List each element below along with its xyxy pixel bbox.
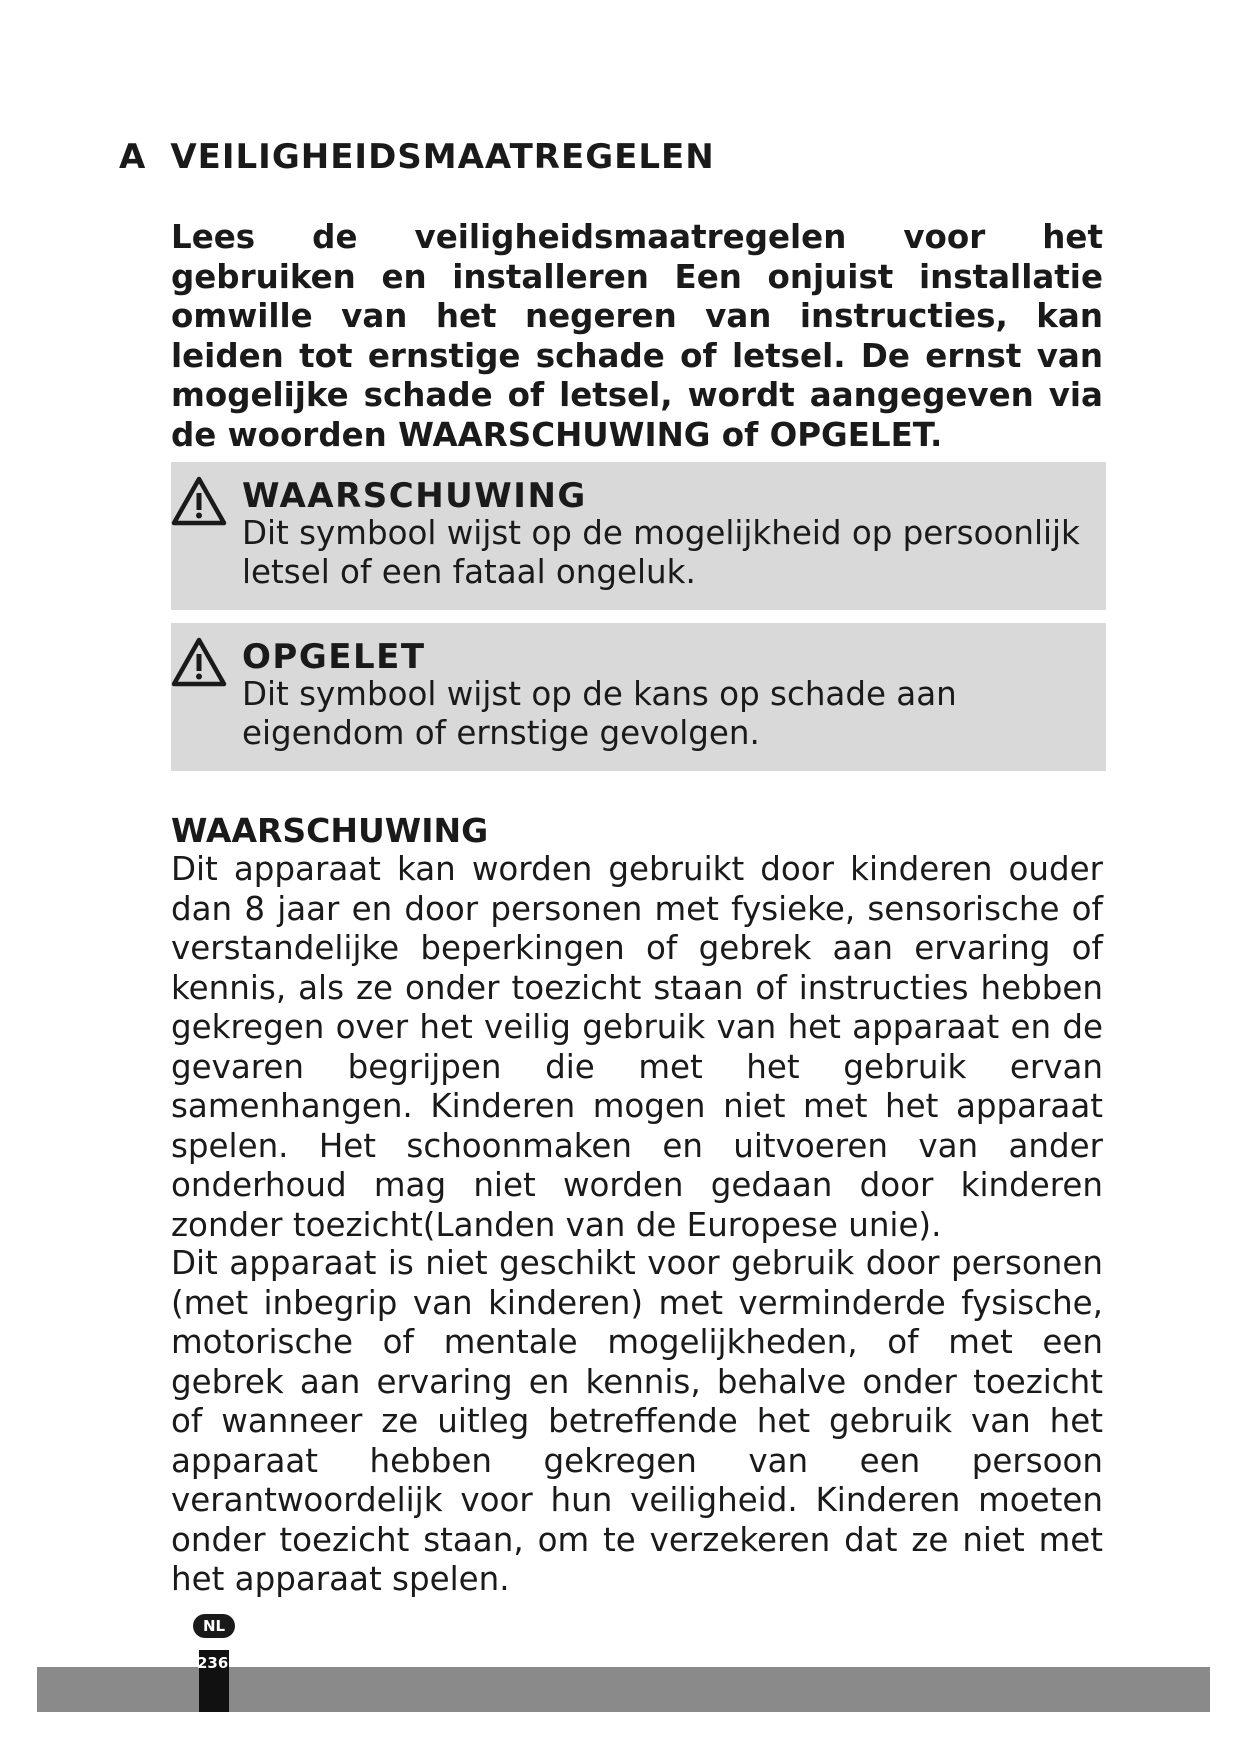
section-heading (119, 137, 715, 177)
notice-title: OPGELET (242, 637, 426, 677)
notice-box-opgelet (171, 623, 1106, 771)
intro-paragraph: Lees de veiligheidsmaatregelen voor het gebruiken en installeren Een onjuist installatie omwille van het negeren van instructies, kan leiden tot ernstige schade of letsel. De ernst van mogelijke schade of letsel, wordt aangegeven via de woorden WAARSCHUWING of OPGELET. (171, 218, 1103, 454)
section-title: VEILIGHEIDSMAATREGELEN (170, 137, 715, 177)
warning-triangle-icon (171, 637, 227, 687)
notice-box-waarschuwing (171, 462, 1106, 610)
warning-paragraph-1: Dit apparaat kan worden gebruikt door kinderen ouder dan 8 jaar en door personen met fysieke, sensorische of verstandelijke beperkingen of gebrek aan ervaring of kennis, als ze onder toezicht staan of instructies hebben gekregen over het veilig gebruik van het apparaat en de gevaren begrijpen die met het gebruik ervan samenhangen. Kinderen mogen niet met het apparaat spelen. Het schoonmaken en uitvoeren van ander onderhoud mag niet worden gedaan door kinderen zonder toezicht(Landen van de Europese unie). (171, 850, 1103, 1244)
notice-text: Dit symbool wijst op de kans op schade aan eigendom of ernstige gevolgen. (242, 675, 957, 752)
warning-paragraph-2: Dit apparaat is niet geschikt voor gebruik door personen (met inbegrip van kinderen) met verminderde fysische, motorische of mentale mogelijkheden, of met een gebrek aan ervaring en kennis, behalve onder toezicht of wanneer ze uitleg betreffende het gebruik van het apparaat hebben gekregen van een persoon verantwoordelijk voor hun veiligheid. Kinderen moeten onder toezicht staan, om te verzekeren dat ze niet met het apparaat spelen. (171, 1244, 1103, 1598)
notice-title: WAARSCHUWING (242, 476, 587, 516)
language-badge: NL (193, 1614, 235, 1638)
warning-heading: WAARSCHUWING (171, 811, 489, 850)
warning-triangle-icon (171, 476, 227, 526)
page-number: 236 (197, 1654, 229, 1672)
section-letter: A (119, 137, 147, 177)
notice-text: Dit symbool wijst op de mogelijkheid op persoonlijk letsel of een fataal ongeluk. (242, 514, 1080, 591)
